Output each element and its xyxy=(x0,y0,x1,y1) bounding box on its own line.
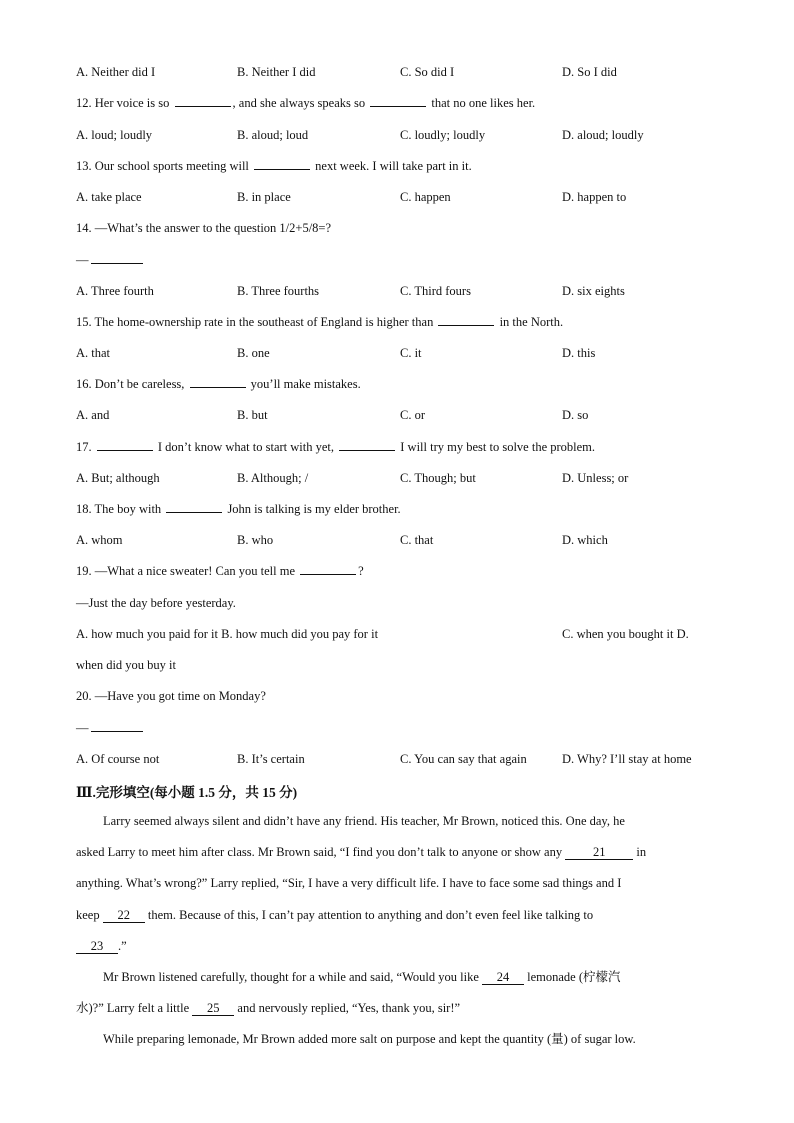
option-b: B. in place xyxy=(237,190,291,204)
option-a: A. loud; loudly xyxy=(76,128,153,142)
q17-stem: 17. I don’t know what to start with yet, I will try my best to solve the problem. xyxy=(76,440,596,454)
q13-stem: 13. Our school sports meeting will next week. I will take part in it. xyxy=(76,159,472,173)
option-a-b: A. how much you paid for it B. how much did you pay for it xyxy=(76,627,379,641)
q16-stem: 16. Don’t be careless, you’ll make mistakes. xyxy=(76,377,361,391)
option-b: B. Neither I did xyxy=(237,65,316,79)
option-b: B. but xyxy=(237,408,268,422)
passage-line: Larry seemed always silent and didn’t have any friend. His teacher, Mr Brown, noticed this. One day, he xyxy=(103,814,625,828)
q15-stem: 15. The home-ownership rate in the southeast of England is higher than in the North. xyxy=(76,315,564,329)
option-c: C. Though; but xyxy=(400,471,476,485)
q19-reply: —Just the day before yesterday. xyxy=(76,596,236,610)
q14-reply: — xyxy=(76,252,145,268)
q18-stem: 18. The boy with John is talking is my elder brother. xyxy=(76,502,401,516)
option-b: B. one xyxy=(237,346,270,360)
q19-stem: 19. —What a nice sweater! Can you tell me ? xyxy=(76,564,364,578)
q14-stem: 14. —What’s the answer to the question 1/2+5/8=? xyxy=(76,221,332,235)
option-c: C. when you bought it D. xyxy=(562,627,689,641)
option-c: C. So did I xyxy=(400,65,455,79)
option-a: A. Neither did I xyxy=(76,65,156,79)
q12-stem: 12. Her voice is so , and she always speaks so that no one likes her. xyxy=(76,96,536,110)
blank-22[interactable]: 22 xyxy=(103,909,145,923)
passage-line: Mr Brown listened carefully, thought for a while and said, “Would you like 24 lemonade (柠檬汽 xyxy=(103,970,621,984)
option-a: A. But; although xyxy=(76,471,160,485)
option-d: D. so xyxy=(562,408,589,422)
q15-options xyxy=(76,345,716,361)
option-c: C. happen xyxy=(400,190,451,204)
option-c: C. or xyxy=(400,408,425,422)
option-b: B. Although; / xyxy=(237,471,309,485)
blank-23[interactable]: 23 xyxy=(76,940,118,954)
option-c: C. it xyxy=(400,346,422,360)
option-c: C. that xyxy=(400,533,434,547)
option-d: D. which xyxy=(562,533,608,547)
option-d: when did you buy it xyxy=(76,658,176,672)
q16-options xyxy=(76,407,716,423)
option-a: A. whom xyxy=(76,533,123,547)
q18-options xyxy=(76,532,716,548)
option-d: D. happen to xyxy=(562,190,627,204)
q20-options xyxy=(76,751,716,767)
q20-stem: 20. —Have you got time on Monday? xyxy=(76,689,266,703)
option-b: B. aloud; loud xyxy=(237,128,309,142)
option-d: D. Unless; or xyxy=(562,471,629,485)
option-a: A. take place xyxy=(76,190,142,204)
q11-options xyxy=(76,64,716,80)
section-title: Ⅲ.完形填空(每小题 1.5 分，共 15 分) xyxy=(76,785,298,800)
option-d: D. So I did xyxy=(562,65,617,79)
option-a: A. Of course not xyxy=(76,752,160,766)
blank-25[interactable]: 25 xyxy=(192,1002,234,1016)
option-b: B. Three fourths xyxy=(237,284,320,298)
blank-21[interactable]: 21 xyxy=(565,846,633,860)
passage-line: asked Larry to meet him after class. Mr Brown said, “I find you don’t talk to anyone or show any 21 in xyxy=(76,845,647,859)
q19-options xyxy=(76,626,716,642)
option-a: A. Three fourth xyxy=(76,284,154,298)
option-d: D. this xyxy=(562,346,596,360)
passage-line: keep 22 them. Because of this, I can’t pay attention to anything and don’t even feel like talking to xyxy=(76,908,594,922)
q13-options xyxy=(76,189,716,205)
q20-reply: — xyxy=(76,720,145,736)
option-b: B. It’s certain xyxy=(237,752,305,766)
q12-options xyxy=(76,127,716,143)
option-c: C. loudly; loudly xyxy=(400,128,486,142)
passage-line: anything. What’s wrong?” Larry replied, “Sir, I have a very difficult life. I have to face some sad things and I xyxy=(76,876,622,890)
passage-line: 水)?” Larry felt a little 25 and nervously replied, “Yes, thank you, sir!” xyxy=(76,1001,461,1015)
option-c: C. Third fours xyxy=(400,284,471,298)
option-d: D. aloud; loudly xyxy=(562,128,644,142)
option-d: D. six eights xyxy=(562,284,625,298)
q14-options xyxy=(76,283,716,299)
q17-options xyxy=(76,470,716,486)
option-a: A. that xyxy=(76,346,111,360)
blank-24[interactable]: 24 xyxy=(482,971,524,985)
option-c: C. You can say that again xyxy=(400,752,527,766)
passage-line: 23 .” xyxy=(76,938,716,954)
option-d: D. Why? I’ll stay at home xyxy=(562,752,692,766)
option-b: B. who xyxy=(237,533,274,547)
passage-line: While preparing lemonade, Mr Brown added more salt on purpose and kept the quantity (量) of sugar low. xyxy=(103,1032,636,1046)
option-a: A. and xyxy=(76,408,110,422)
